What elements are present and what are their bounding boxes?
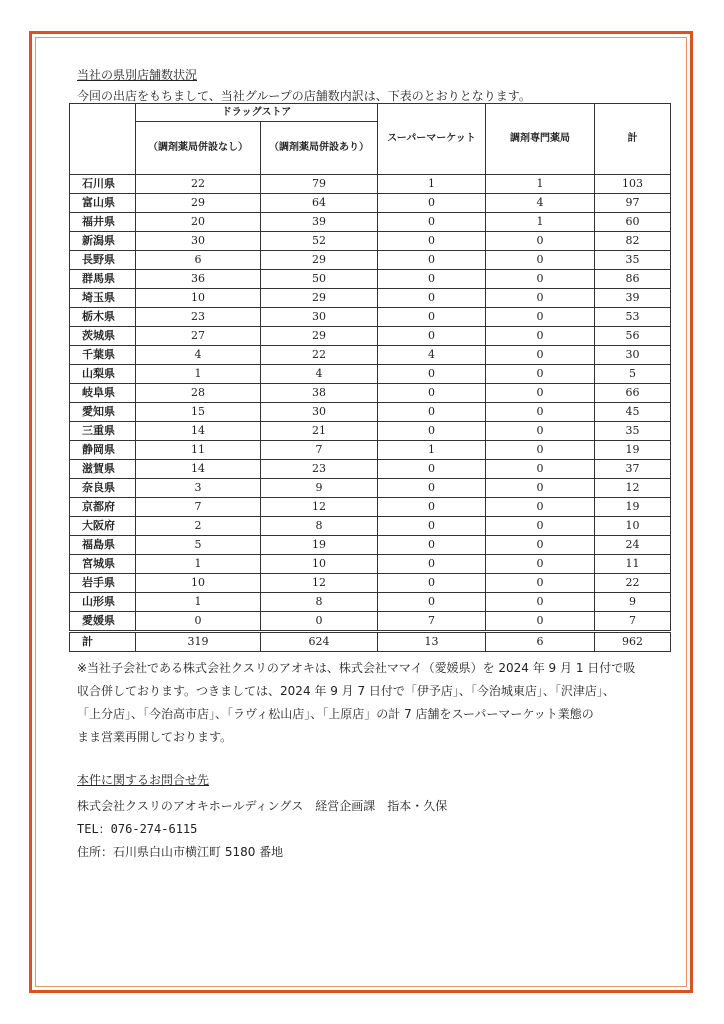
count-cell: 1 <box>136 593 261 612</box>
prefecture-cell: 福井県 <box>70 213 136 232</box>
count-cell: 86 <box>595 270 671 289</box>
count-cell: 0 <box>486 403 595 422</box>
count-cell: 45 <box>595 403 671 422</box>
count-cell: 38 <box>261 384 378 403</box>
table-row <box>70 460 671 479</box>
count-cell: 10 <box>261 555 378 574</box>
count-cell: 20 <box>136 213 261 232</box>
count-cell: 56 <box>595 327 671 346</box>
count-cell: 37 <box>595 460 671 479</box>
count-cell: 0 <box>378 498 486 517</box>
count-cell: 53 <box>595 308 671 327</box>
prefecture-cell: 福島県 <box>70 536 136 555</box>
count-cell: 27 <box>136 327 261 346</box>
count-cell: 79 <box>261 175 378 194</box>
table-row <box>70 593 671 612</box>
count-cell: 1 <box>486 175 595 194</box>
table-row <box>70 270 671 289</box>
prefecture-cell: 岐阜県 <box>70 384 136 403</box>
count-cell: 22 <box>136 175 261 194</box>
count-cell: 9 <box>595 593 671 612</box>
count-cell: 0 <box>486 232 595 251</box>
count-cell: 0 <box>486 270 595 289</box>
count-cell: 12 <box>595 479 671 498</box>
prefecture-cell: 埼玉県 <box>70 289 136 308</box>
table-row <box>70 574 671 593</box>
count-cell: 66 <box>595 384 671 403</box>
count-cell: 23 <box>136 308 261 327</box>
count-cell: 0 <box>378 479 486 498</box>
prefecture-cell: 富山県 <box>70 194 136 213</box>
count-cell: 22 <box>595 574 671 593</box>
count-cell: 0 <box>486 441 595 460</box>
count-cell: 319 <box>136 632 261 652</box>
count-cell: 0 <box>378 270 486 289</box>
table-row <box>70 194 671 213</box>
count-cell: 0 <box>378 232 486 251</box>
count-cell: 0 <box>486 289 595 308</box>
count-cell: 64 <box>261 194 378 213</box>
prefecture-cell: 愛媛県 <box>70 612 136 632</box>
count-cell: 6 <box>136 251 261 270</box>
prefecture-cell: 愛知県 <box>70 403 136 422</box>
count-cell: 15 <box>136 403 261 422</box>
count-cell: 0 <box>486 384 595 403</box>
prefecture-cell: 長野県 <box>70 251 136 270</box>
count-cell: 50 <box>261 270 378 289</box>
count-cell: 13 <box>378 632 486 652</box>
count-cell: 0 <box>486 460 595 479</box>
contact-tel: TEL：076-274-6115 <box>77 822 198 836</box>
count-cell: 962 <box>595 632 671 652</box>
table-row <box>70 612 671 632</box>
count-cell: 24 <box>595 536 671 555</box>
count-cell: 39 <box>261 213 378 232</box>
prefecture-cell: 計 <box>70 632 136 652</box>
count-cell: 0 <box>486 327 595 346</box>
count-cell: 10 <box>595 517 671 536</box>
count-cell: 1 <box>136 555 261 574</box>
count-cell: 0 <box>378 460 486 479</box>
count-cell: 9 <box>261 479 378 498</box>
table-row <box>70 232 671 251</box>
prefecture-cell: 三重県 <box>70 422 136 441</box>
table-row <box>70 479 671 498</box>
count-cell: 0 <box>378 517 486 536</box>
count-cell: 0 <box>378 327 486 346</box>
store-count-table <box>69 103 671 652</box>
count-cell: 12 <box>261 574 378 593</box>
prefecture-cell: 滋賀県 <box>70 460 136 479</box>
count-cell: 11 <box>136 441 261 460</box>
count-cell: 12 <box>261 498 378 517</box>
count-cell: 4 <box>136 346 261 365</box>
note-line: 「上分店」、「今治高市店」、「ラヴィ松山店」、「上原店」の計 7 店舗をスーパーマーケット業態の <box>77 707 594 721</box>
table-row <box>70 365 671 384</box>
count-cell: 39 <box>595 289 671 308</box>
note-text <box>77 657 667 749</box>
count-cell: 624 <box>261 632 378 652</box>
table-row <box>70 289 671 308</box>
count-cell: 1 <box>486 213 595 232</box>
count-cell: 30 <box>261 308 378 327</box>
header-prefecture <box>70 104 136 175</box>
count-cell: 8 <box>261 593 378 612</box>
count-cell: 4 <box>378 346 486 365</box>
table-row <box>70 555 671 574</box>
count-cell: 35 <box>595 251 671 270</box>
table-row <box>70 327 671 346</box>
contact-company: 株式会社クスリのアオキホールディングス 経営企画課 指本・久保 <box>77 799 448 813</box>
count-cell: 0 <box>486 593 595 612</box>
count-cell: 0 <box>378 194 486 213</box>
table-row <box>70 346 671 365</box>
count-cell: 0 <box>486 308 595 327</box>
table-row <box>70 213 671 232</box>
prefecture-cell: 栃木県 <box>70 308 136 327</box>
count-cell: 0 <box>486 536 595 555</box>
count-cell: 0 <box>486 422 595 441</box>
prefecture-cell: 奈良県 <box>70 479 136 498</box>
count-cell: 19 <box>595 441 671 460</box>
intro-text: 今回の出店をもちまして、当社グループの店舗数内訳は、下表のとおりとなります。 <box>77 89 531 103</box>
count-cell: 0 <box>378 384 486 403</box>
count-cell: 1 <box>378 441 486 460</box>
count-cell: 0 <box>378 574 486 593</box>
count-cell: 30 <box>136 232 261 251</box>
count-cell: 0 <box>486 574 595 593</box>
count-cell: 0 <box>378 289 486 308</box>
count-cell: 60 <box>595 213 671 232</box>
count-cell: 5 <box>136 536 261 555</box>
section-title: 当社の県別店舗数状況 <box>77 68 198 82</box>
count-cell: 0 <box>486 498 595 517</box>
header-supermarket: スーパーマーケット <box>378 104 486 175</box>
table-row <box>70 422 671 441</box>
table-row <box>70 251 671 270</box>
count-cell: 2 <box>136 517 261 536</box>
count-cell: 29 <box>261 289 378 308</box>
note-line: ※当社子会社である株式会社クスリのアオキは、株式会社ママイ（愛媛県）を 2024 年 9 月 1 日付で吸 <box>77 661 636 675</box>
count-cell: 21 <box>261 422 378 441</box>
note-line: 収合併しております。つきましては、2024 年 9 月 7 日付で「伊予店」、「今治城東店」、「沢津店」、 <box>77 684 615 698</box>
count-cell: 0 <box>486 555 595 574</box>
table-row <box>70 498 671 517</box>
count-cell: 103 <box>595 175 671 194</box>
prefecture-cell: 大阪府 <box>70 517 136 536</box>
count-cell: 35 <box>595 422 671 441</box>
count-cell: 29 <box>261 251 378 270</box>
prefecture-cell: 岩手県 <box>70 574 136 593</box>
count-cell: 0 <box>486 346 595 365</box>
count-cell: 0 <box>486 612 595 632</box>
table-row <box>70 441 671 460</box>
header-dispensing-pharmacy: 調剤専門薬局 <box>486 104 595 175</box>
count-cell: 0 <box>378 308 486 327</box>
prefecture-cell: 千葉県 <box>70 346 136 365</box>
count-cell: 0 <box>378 365 486 384</box>
header-drugstore-group: ドラッグストア <box>136 104 378 122</box>
count-cell: 0 <box>261 612 378 632</box>
count-cell: 30 <box>261 403 378 422</box>
count-cell: 52 <box>261 232 378 251</box>
header-drugstore-no-pharmacy: （調剤薬局併設なし） <box>136 122 261 175</box>
count-cell: 0 <box>136 612 261 632</box>
prefecture-cell: 京都府 <box>70 498 136 517</box>
count-cell: 0 <box>378 251 486 270</box>
prefecture-cell: 石川県 <box>70 175 136 194</box>
count-cell: 6 <box>486 632 595 652</box>
contact-title: 本件に関するお問合せ先 <box>77 773 210 787</box>
count-cell: 22 <box>261 346 378 365</box>
prefecture-cell: 茨城県 <box>70 327 136 346</box>
prefecture-cell: 新潟県 <box>70 232 136 251</box>
header-drugstore-with-pharmacy: （調剤薬局併設あり） <box>261 122 378 175</box>
count-cell: 7 <box>378 612 486 632</box>
contact-address: 住所：石川県白山市横江町 5180 番地 <box>77 845 284 859</box>
count-cell: 28 <box>136 384 261 403</box>
count-cell: 29 <box>261 327 378 346</box>
table-row <box>70 517 671 536</box>
count-cell: 30 <box>595 346 671 365</box>
count-cell: 14 <box>136 422 261 441</box>
count-cell: 0 <box>378 555 486 574</box>
prefecture-cell: 山梨県 <box>70 365 136 384</box>
count-cell: 19 <box>595 498 671 517</box>
table-row <box>70 384 671 403</box>
count-cell: 0 <box>486 517 595 536</box>
count-cell: 14 <box>136 460 261 479</box>
count-cell: 0 <box>486 479 595 498</box>
count-cell: 1 <box>136 365 261 384</box>
count-cell: 0 <box>378 536 486 555</box>
table-row <box>70 403 671 422</box>
table-row <box>70 536 671 555</box>
count-cell: 0 <box>378 593 486 612</box>
count-cell: 19 <box>261 536 378 555</box>
prefecture-cell: 群馬県 <box>70 270 136 289</box>
count-cell: 7 <box>595 612 671 632</box>
count-cell: 0 <box>378 422 486 441</box>
note-line: まま営業再開しております。 <box>77 730 233 744</box>
table-row <box>70 308 671 327</box>
prefecture-cell: 静岡県 <box>70 441 136 460</box>
count-cell: 1 <box>378 175 486 194</box>
count-cell: 0 <box>378 403 486 422</box>
count-cell: 0 <box>486 251 595 270</box>
table-total-row <box>70 632 671 652</box>
prefecture-cell: 山形県 <box>70 593 136 612</box>
count-cell: 3 <box>136 479 261 498</box>
header-total: 計 <box>595 104 671 175</box>
count-cell: 36 <box>136 270 261 289</box>
count-cell: 11 <box>595 555 671 574</box>
count-cell: 7 <box>136 498 261 517</box>
count-cell: 0 <box>486 365 595 384</box>
count-cell: 7 <box>261 441 378 460</box>
prefecture-cell: 宮城県 <box>70 555 136 574</box>
count-cell: 10 <box>136 289 261 308</box>
count-cell: 29 <box>136 194 261 213</box>
count-cell: 4 <box>486 194 595 213</box>
count-cell: 10 <box>136 574 261 593</box>
count-cell: 8 <box>261 517 378 536</box>
count-cell: 97 <box>595 194 671 213</box>
count-cell: 23 <box>261 460 378 479</box>
count-cell: 5 <box>595 365 671 384</box>
count-cell: 4 <box>261 365 378 384</box>
count-cell: 0 <box>378 213 486 232</box>
count-cell: 82 <box>595 232 671 251</box>
table-row <box>70 175 671 194</box>
